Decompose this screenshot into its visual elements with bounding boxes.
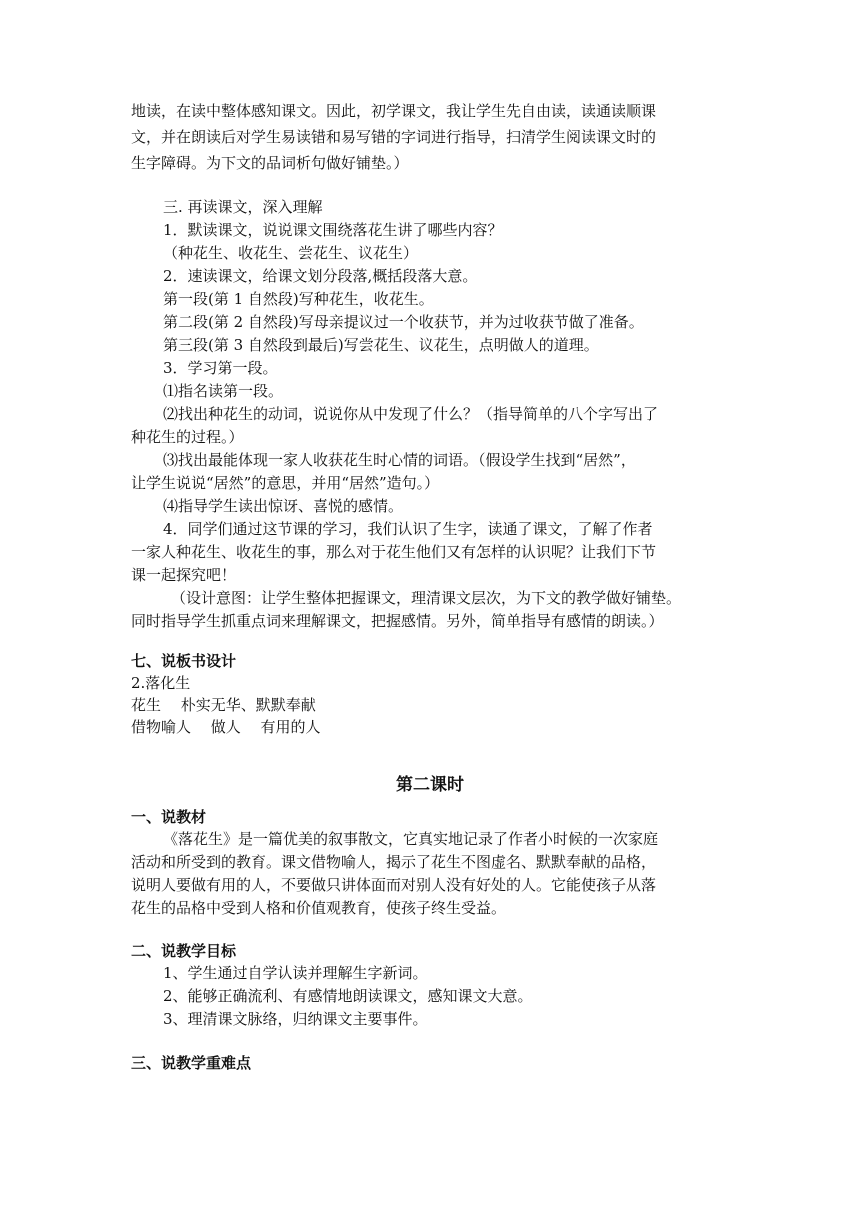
section-three-line: 种花生的过程。） (131, 428, 244, 446)
section-three-line: 2．速读课文，给课文划分段落,概括段落大意。 (163, 267, 478, 285)
intro-line: 文，并在朗读后对学生易读错和易写错的字词进行指导，扫清学生阅读课文时的 (131, 128, 657, 146)
goal-item: 1、学生通过自学认读并理解生字新词。 (163, 964, 428, 982)
section-three-line: ⑴指名读第一段。 (163, 382, 284, 400)
textbook-line: 说明人要做有用的人，不要做只讲体面而对别人没有好处的人。它能使孩子从落 (131, 876, 657, 894)
section-three-line: ⑶找出最能体现一家人收获花生时心情的词语。（假设学生找到“居然”， (163, 451, 636, 469)
section-three-line: 1．默读课文，说说课文围绕落花生讲了哪些内容？ (163, 221, 503, 239)
section-three-line: 课一起探究吧！ (131, 566, 237, 584)
intro-line: 生字障碍。为下文的品词析句做好铺垫。） (131, 154, 409, 172)
textbook-heading: 一、说教材 (131, 808, 207, 826)
textbook-line: 花生的品格中受到人格和价值观教育，使孩子终生受益。 (131, 899, 507, 917)
section-three-line: 4．同学们通过这节课的学习，我们认识了生字，读通了课文，了解了作者 (163, 520, 653, 538)
board-design-heading: 七、说板书设计 (131, 652, 237, 670)
section-three-line: （种花生、收花生、尝花生、议花生） (163, 244, 419, 262)
board-design-line: 2.落化生 (131, 674, 191, 692)
difficulty-heading: 三、说教学重难点 (131, 1054, 252, 1072)
section-three-line: 同时指导学生抓重点词来理解课文，把握感情。另外，简单指导有感情的朗读。） (131, 612, 664, 630)
goals-heading: 二、说教学目标 (131, 942, 237, 960)
goal-item: 2、能够正确流利、有感情地朗读课文，感知课文大意。 (163, 987, 533, 1005)
section-three-line: 第三段(第 3 自然段到最后)写尝花生、议花生，点明做人的道理。 (163, 336, 599, 354)
board-design-line: 花生 朴实无华、默默奉献 (131, 696, 316, 714)
section-three-line: ⑵找出种花生的动词，说说你从中发现了什么？（指导简单的八个字写出了 (163, 405, 659, 423)
second-lesson-title: 第二课时 (396, 775, 464, 795)
textbook-line: 《落花生》是一篇优美的叙事散文，它真实地记录了作者小时候的一次家庭 (163, 830, 659, 848)
section-three-line: 一家人种花生、收花生的事，那么对于花生他们又有怎样的认识呢？让我们下节 (131, 543, 657, 561)
section-three-line: 让学生说说“居然”的意思，并用“居然”造句。） (131, 474, 440, 492)
intro-line: 地读，在读中整体感知课文。因此，初学课文，我让学生先自由读，读通读顺课 (131, 102, 657, 120)
section-three-line: ⑷指导学生读出惊讶、喜悦的感情。 (163, 497, 404, 515)
section-three-line: （设计意图：让学生整体把握课文，理清课文层次，为下文的教学做好铺垫。 (171, 589, 682, 607)
section-three-line: 第一段(第 1 自然段)写种花生，收花生。 (163, 290, 434, 308)
section-three-line: 第二段(第 2 自然段)写母亲提议过一个收获节，并为过收获节做了准备。 (163, 313, 644, 331)
section-three-line: 3．学习第一段。 (163, 359, 278, 377)
goal-item: 3、理清课文脉络，归纳课文主要事件。 (163, 1010, 428, 1028)
textbook-line: 活动和所受到的教育。课文借物喻人，揭示了花生不图虚名、默默奉献的品格， (131, 853, 657, 871)
board-design-line: 借物喻人 做人 有用的人 (131, 718, 321, 736)
section-three-heading: 三. 再读课文，深入理解 (163, 198, 323, 216)
